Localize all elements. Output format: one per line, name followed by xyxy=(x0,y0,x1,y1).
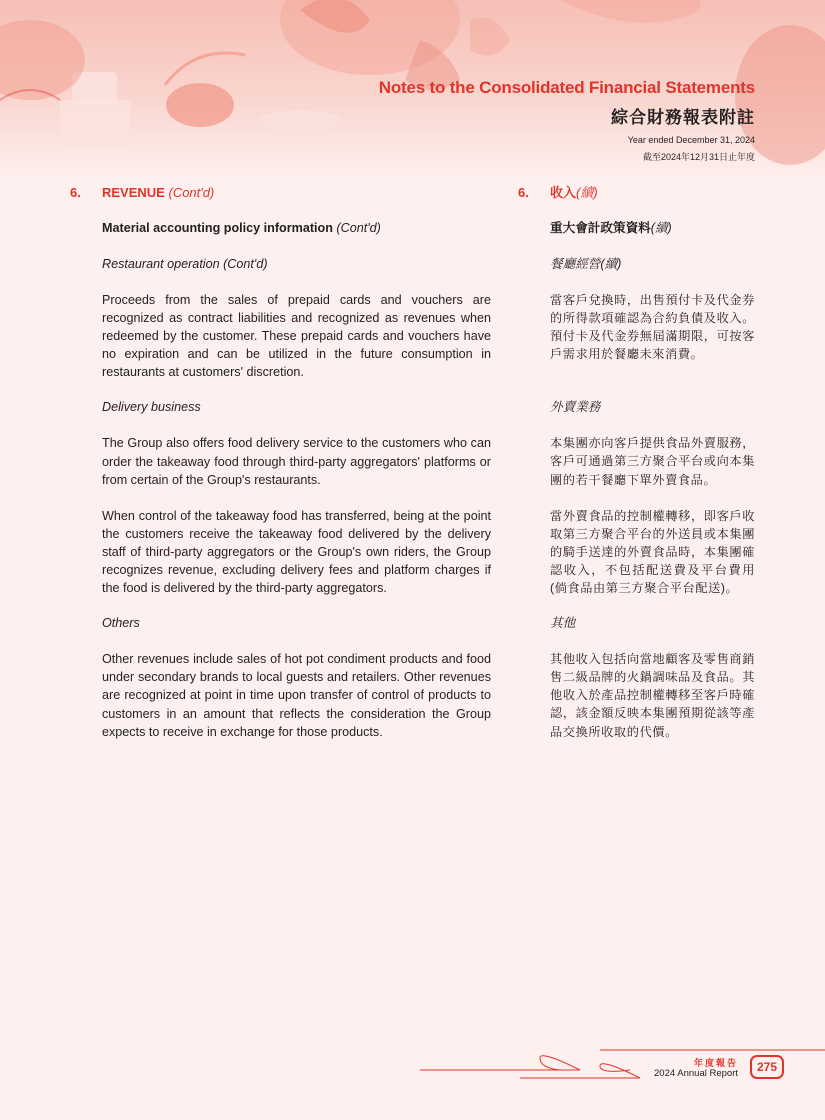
header-title-en: Notes to the Consolidated Financial Statements xyxy=(378,78,755,97)
delivery-heading-zh: 外賣業務 xyxy=(550,400,601,415)
subheading-zh xyxy=(550,219,755,237)
section-title: REVENUE xyxy=(102,185,165,200)
others-paragraph-zh: 其他收入包括向當地顧客及零售商銷售二級品牌的火鍋調味品及食品。其他收入於產品控制權轉移至客戶時確認，該金額反映本集團預期從該等產品交換所收取的代價。 xyxy=(550,652,755,739)
delivery-paragraph-1-zh: 本集團亦向客戶提供食品外賣服務，客戶可通過第三方聚合平台或向本集團的若干餐廳下單外賣食品。 xyxy=(550,436,755,487)
subheading-text: Material accounting policy information xyxy=(102,221,333,235)
subheading-en xyxy=(102,219,491,237)
subheading-cont: (Cont'd) xyxy=(336,221,381,235)
restaurant-heading-en: Restaurant operation (Cont'd) xyxy=(102,257,268,271)
english-column xyxy=(70,184,491,741)
section-cont: (Cont'd) xyxy=(168,185,215,200)
section-number: 6. xyxy=(70,185,81,200)
footer-report-en: 2024 Annual Report xyxy=(654,1068,738,1079)
delivery-paragraph-1-en: The Group also offers food delivery service to the customers who can order the takeaway food through third-party aggregators' platforms or from certain of the Group's restaurants. xyxy=(102,436,491,487)
page-header xyxy=(379,78,755,163)
header-year-zh: 截至2024年12月31日止年度 xyxy=(642,152,755,162)
restaurant-paragraph-en: Proceeds from the sales of prepaid cards and vouchers are recognized as contract liabilities and recognized as revenues when redeemed by the customer. These prepaid cards and vouchers have no expiration and can be utilized in the future consumption in restaurants at customers' discretion. xyxy=(102,293,491,380)
others-paragraph-en: Other revenues include sales of hot pot condiment products and food under secondary brands to local guests and retailers. Other revenues are recognized at point in time upon transfer of control of products to customers in an amount that reflects the consideration the Group expects to receive in exchange for those products. xyxy=(102,652,491,739)
chinese-column xyxy=(518,184,755,741)
restaurant-heading-zh: 餐廳經營(續) xyxy=(550,257,622,271)
section-heading-zh xyxy=(518,184,755,202)
others-heading-zh: 其他 xyxy=(550,616,576,631)
page-footer xyxy=(0,1040,825,1100)
footer-report-zh: 年度報告 xyxy=(693,1058,738,1068)
page-number: 275 xyxy=(750,1055,784,1079)
delivery-paragraph-2-en: When control of the takeaway food has transferred, being at the point the customers receive the takeaway food delivered by the delivery staff of third-party aggregators or the Group's own riders, the Group recognizes revenue, excluding delivery fees and platform charges if the food is delivered by the third-party aggregators. xyxy=(102,508,491,596)
subheading-text-zh: 重大會計政策資料 xyxy=(550,221,651,235)
delivery-paragraph-2-zh: 當外賣食品的控制權轉移，即客戶收取第三方聚合平台的外送員或本集團的騎手送達的外賣食品時，本集團確認收入，不包括配送費及平台費用(倘食品由第三方聚合平台配送)。 xyxy=(550,508,755,596)
section-title-zh: 收入 xyxy=(550,185,577,200)
section-cont-zh: (續) xyxy=(576,185,598,200)
subheading-cont-zh: (續) xyxy=(650,221,672,235)
section-heading-en xyxy=(70,184,491,202)
header-year-en: Year ended December 31, 2024 xyxy=(627,135,755,145)
header-title-zh: 綜合財務報表附註 xyxy=(611,108,755,127)
restaurant-paragraph-zh: 當客戶兌換時，出售預付卡及代金券的所得款項確認為合約負債及收入。預付卡及代金券無屆滿期限，可按客戶需求用於餐廳未來消費。 xyxy=(550,293,755,362)
delivery-heading-en: Delivery business xyxy=(102,400,201,415)
section-number-zh: 6. xyxy=(518,185,529,200)
others-heading-en: Others xyxy=(102,616,140,631)
